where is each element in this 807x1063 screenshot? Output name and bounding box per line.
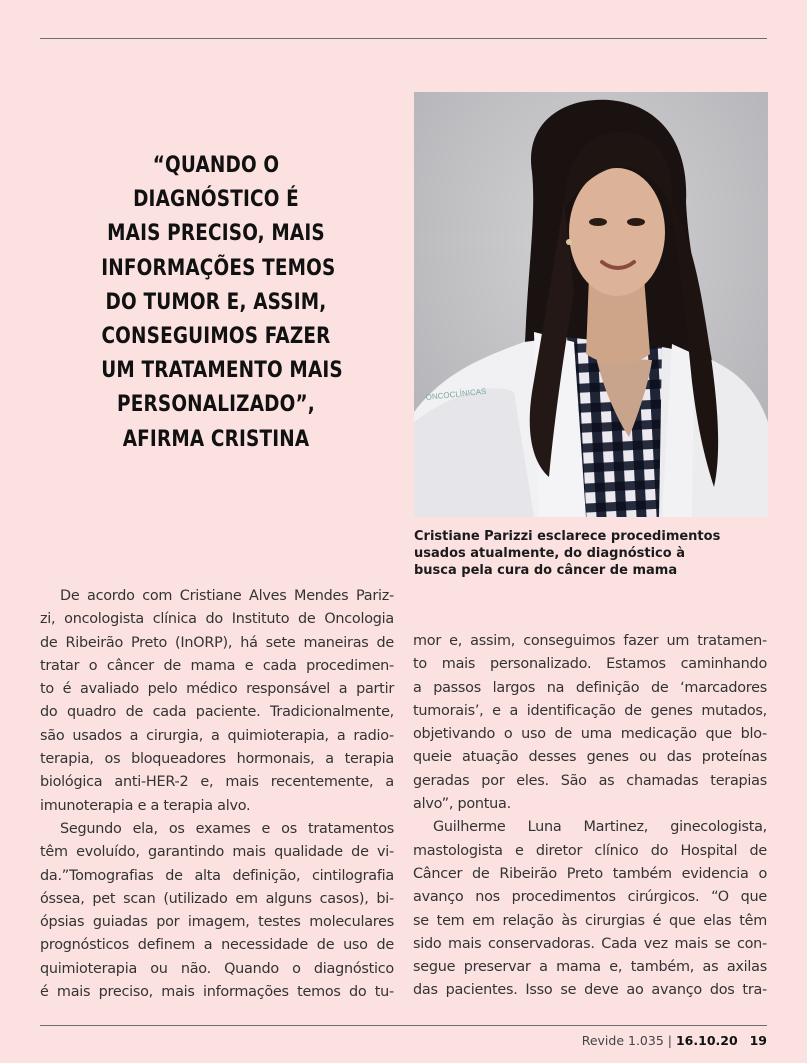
- body-line: das pacientes. Isso se deve ao avanço dos tra-: [413, 982, 767, 999]
- caption-line: usados atualmente, do diagnóstico à: [414, 546, 685, 562]
- issue-date: 16.10.20: [675, 1033, 738, 1048]
- coat-logo: ONCOCLÍNICAS: [425, 386, 487, 402]
- pull-quote-line: PERSONALIZADO”,: [117, 391, 315, 418]
- pull-quote-line: DIAGNÓSTICO É: [133, 186, 299, 213]
- body-line: Câncer de Ribeirão Preto também evidencia o: [413, 865, 767, 882]
- photo-caption: [414, 528, 768, 580]
- body-line: mastologista e diretor clínico do Hospital de: [413, 842, 767, 859]
- portrait-photo: [414, 92, 768, 517]
- body-line: zi, oncologista clínica do Instituto de Oncologia: [40, 611, 394, 628]
- body-line: quimioterapia ou não. Quando o diagnóstico: [40, 960, 394, 977]
- pull-quote-line: MAIS PRECISO, MAIS: [107, 220, 325, 247]
- body-line: segue preservar a mama e, também, as axilas: [413, 959, 767, 976]
- body-line: Guilherme Luna Martinez, ginecologista,: [433, 819, 767, 836]
- pull-quote: [101, 148, 343, 456]
- body-line: geradas por eles. São as chamadas terapias: [413, 772, 767, 789]
- body-line: óssea, pet scan (utilizado em alguns casos), bi-: [40, 890, 394, 907]
- top-rule: [40, 38, 767, 39]
- footer-separator: |: [667, 1033, 672, 1048]
- magazine-issue: Revide 1.035: [581, 1033, 664, 1048]
- body-line: imunoterapia e a terapia alvo.: [40, 797, 251, 814]
- body-line: são usados a cirurgia, a quimioterapia, a radio-: [40, 727, 394, 744]
- page-number: 19: [749, 1033, 767, 1048]
- body-line: do quadro de cada paciente. Tradicionalmente,: [40, 704, 394, 721]
- body-line: da.”Tomografias de alta definição, cintilografia: [40, 867, 394, 884]
- pull-quote-line: INFORMAÇÕES TEMOS: [101, 254, 336, 281]
- caption-line: Cristiane Parizzi esclarece procedimentos: [414, 529, 721, 544]
- pull-quote-line: CONSEGUIMOS FAZER: [101, 323, 331, 350]
- body-line: ópsias guiadas por imagem, testes moleculares: [40, 914, 394, 931]
- body-line: to mais personalizado. Estamos caminhando: [413, 656, 767, 673]
- body-line: alvo”, pontua.: [413, 796, 511, 813]
- pull-quote-line: AFIRMA CRISTINA: [122, 425, 310, 452]
- body-line: to é avaliado pelo médico responsável a partir: [40, 681, 394, 698]
- caption-line: busca pela cura do câncer de mama: [414, 563, 678, 579]
- body-line: é mais preciso, mais informações temos do tu-: [40, 984, 394, 1001]
- body-line: objetivando o uso de uma medicação que blo-: [413, 726, 767, 743]
- body-line: avanço nos procedimentos cirúrgicos. “O que: [413, 889, 767, 906]
- body-line: biológica anti-HER-2 e, mais recentemente, a: [40, 774, 394, 791]
- body-line: sido mais conservadoras. Cada vez mais se con-: [413, 935, 767, 952]
- body-line: mor e, assim, conseguimos fazer um tratamen-: [413, 633, 767, 649]
- pull-quote-line: DO TUMOR E, ASSIM,: [105, 288, 327, 315]
- body-line: queie atuação desses genes ou das proteínas: [413, 749, 767, 766]
- body-line: tratar o câncer de mama e cada procedimen-: [40, 657, 394, 674]
- body-line: de Ribeirão Preto (InORP), há sete maneiras de: [40, 634, 394, 651]
- article-column-left: [40, 585, 394, 1004]
- article-column-right: [413, 630, 767, 1003]
- body-line: terapia, os bloqueadores hormonais, a terapia: [40, 751, 394, 768]
- page-footer: [582, 1033, 767, 1048]
- body-line: têm evoluído, garantindo mais qualidade de vi-: [40, 844, 394, 861]
- body-line: se tem em relação às cirurgias é que elas têm: [413, 912, 767, 929]
- body-line: De acordo com Cristiane Alves Mendes Pariz-: [60, 588, 394, 604]
- body-line: tumorais’, e a identificação de genes mutados,: [413, 702, 767, 719]
- bottom-rule: [40, 1025, 767, 1026]
- body-line: Segundo ela, os exames e os tratamentos: [60, 820, 394, 837]
- body-line: prognósticos definem a necessidade de uso de: [40, 937, 394, 954]
- pull-quote-line: “QUANDO O: [152, 152, 280, 178]
- body-line: a passos largos na definição de ‘marcadores: [413, 679, 767, 696]
- pull-quote-line: UM TRATAMENTO MAIS: [101, 357, 343, 384]
